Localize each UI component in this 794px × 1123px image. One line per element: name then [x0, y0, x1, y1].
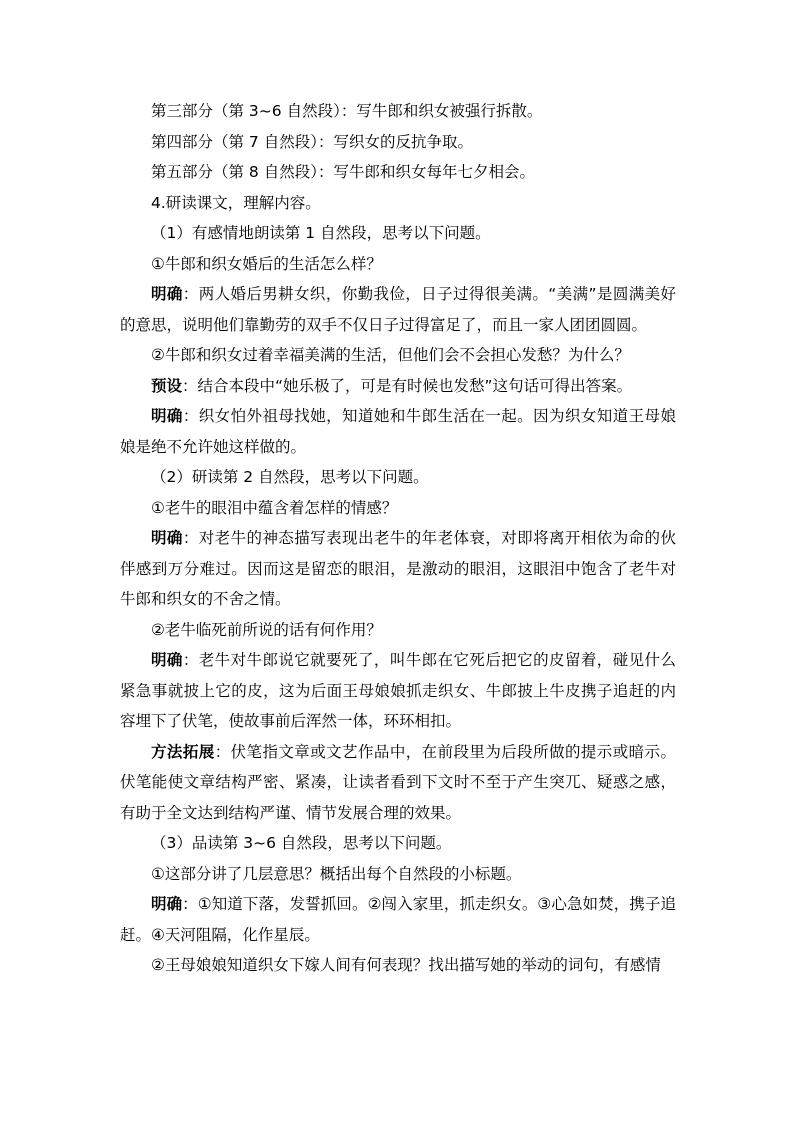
paragraph-text: 第三部分（第 3~6 自然段）：写牛郎和织女被强行拆散。 [151, 102, 543, 120]
answer [120, 523, 676, 615]
answer [120, 401, 676, 462]
part4-summary [120, 127, 676, 158]
paragraph-text: ：织女怕外祖母找她，知道她和牛郎生活在一起。因为织女知道王母娘娘是绝不允许她这样做的。 [120, 407, 676, 456]
answer-label: 明确 [151, 651, 183, 669]
paragraph-text: ：老牛对牛郎说它就要死了，叫牛郎在它死后把它的皮留着，碰见什么紧急事就披上它的皮，这为后面王母娘娘抓走织女、牛郎披上牛皮携子追赶的内容埋下了伏笔，使故事前后浑然一体，环环相扣。 [120, 651, 676, 730]
question [120, 249, 676, 280]
paragraph-text: ：结合本段中“她乐极了，可是有时候也发愁”这句话可得出答案。 [182, 376, 633, 395]
question [120, 340, 676, 371]
question [120, 615, 676, 646]
answer-label: 明确 [151, 407, 183, 425]
presupposition [120, 371, 676, 402]
document-body [120, 96, 676, 981]
method-extension-label: 方法拓展 [151, 742, 215, 761]
paragraph-text: 第五部分（第 8 自然段）：写牛郎和织女每年七夕相会。 [151, 163, 535, 181]
section-heading [120, 188, 676, 219]
answer-label: 明确 [151, 895, 183, 913]
paragraph-text: ：两人婚后男耕女织，你勤我俭，日子过得很美满。“美满”是圆满美好的意思，说明他们靠勤劳的双手不仅日子过得富足了，而且一家人团团圆圆。 [120, 285, 676, 334]
answer-label: 明确 [151, 529, 183, 547]
method-extension [120, 737, 676, 829]
question [120, 493, 676, 524]
paragraph-text: ①老牛的眼泪中蕴含着怎样的情感？ [151, 498, 398, 517]
paragraph-text: 4.研读课文，理解内容。 [151, 193, 321, 212]
presupposition-label: 预设 [151, 376, 183, 395]
subsection-heading [120, 462, 676, 493]
answer [120, 889, 676, 950]
subsection-heading [120, 218, 676, 249]
question [120, 859, 676, 890]
paragraph-text: 第四部分（第 7 自然段）：写织女的反抗争取。 [151, 132, 473, 151]
subsection-heading [120, 828, 676, 859]
answer [120, 645, 676, 737]
paragraph-text: ②王母娘娘知道织女下嫁人间有何表现？找出描写她的举动的词句，有感情 [151, 956, 661, 974]
paragraph-text: （2）研读第 2 自然段，思考以下问题。 [151, 468, 429, 486]
part5-summary [120, 157, 676, 188]
paragraph-text: ②老牛临死前所说的话有何作用？ [151, 620, 382, 639]
answer [120, 279, 676, 340]
answer-label: 明确 [151, 285, 183, 303]
paragraph-text: （3）品读第 3~6 自然段，思考以下问题。 [151, 834, 452, 852]
paragraph-text: ：对老牛的神态描写表现出老牛的年老体衰，对即将离开相依为命的伙伴感到万分难过。因而这是留恋的眼泪，是激动的眼泪，这眼泪中饱含了老牛对牛郎和织女的不舍之情。 [120, 529, 676, 608]
paragraph-text: （1）有感情地朗读第 1 自然段，思考以下问题。 [151, 224, 491, 242]
paragraph-text: ①牛郎和织女婚后的生活怎么样？ [151, 254, 382, 273]
paragraph-text: ②牛郎和织女过着幸福美满的生活，但他们会不会担心发愁？为什么？ [151, 346, 630, 364]
paragraph-text: ：①知道下落，发誓抓回。②闯入家里，抓走织女。③心急如焚，携子追赶。④天河阻隔，化作星辰。 [120, 895, 676, 944]
part3-summary [120, 96, 676, 127]
paragraph-text: ①这部分讲了几层意思？概括出每个自然段的小标题。 [151, 864, 522, 883]
paragraph-text: ：伏笔指文章或文艺作品中，在前段里为后段所做的提示或暗示。伏笔能使文章结构严密、紧凑，让读者看到下文时不至于产生突兀、疑惑之感，有助于全文达到结构严谨、情节发展合理的效果。 [120, 742, 676, 822]
question [120, 950, 676, 981]
